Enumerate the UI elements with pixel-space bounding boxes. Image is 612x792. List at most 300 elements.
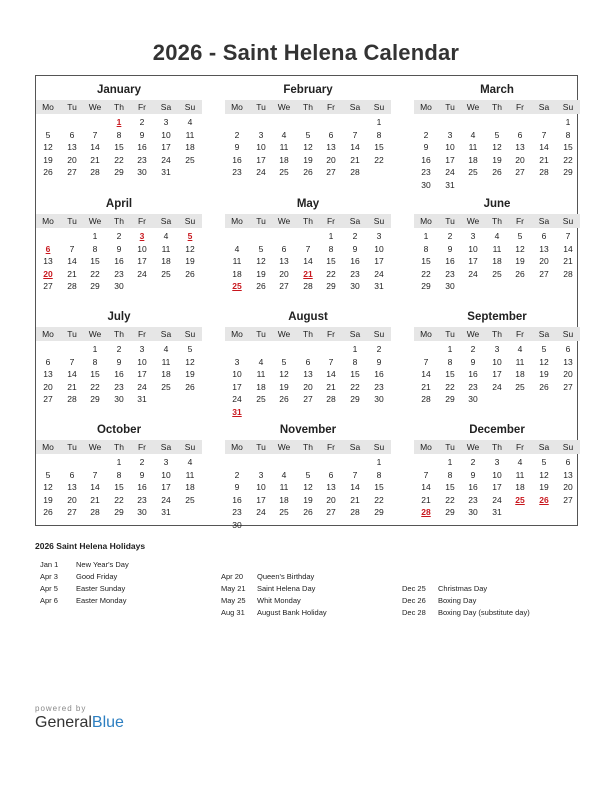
calendar-day: 7: [305, 243, 311, 254]
weekday-label: We: [277, 102, 291, 112]
calendar-day: 23: [468, 381, 478, 392]
calendar-day: 27: [563, 494, 573, 505]
weekday-header: [225, 214, 391, 228]
calendar-day: 28: [563, 268, 573, 279]
holiday-name: August Bank Holiday: [257, 608, 327, 617]
calendar-day: 21: [350, 494, 360, 505]
holiday-date: 28: [421, 507, 431, 517]
calendar-day: 2: [139, 457, 145, 467]
month-october: [36, 416, 202, 526]
calendar-day: 9: [139, 469, 145, 480]
calendar-day: 10: [374, 243, 384, 254]
calendar-day: 26: [279, 394, 289, 404]
holiday-date-label: Dec 25: [402, 584, 426, 593]
calendar-day: 8: [352, 356, 358, 367]
holiday-name: Saint Helena Day: [257, 584, 316, 593]
weekday-label: We: [466, 329, 480, 339]
calendar-day: 15: [114, 482, 124, 492]
weekday-label: Su: [373, 216, 385, 226]
calendar-day: 30: [374, 394, 384, 404]
month-name: February: [283, 84, 333, 96]
calendar-day: 8: [92, 243, 98, 254]
weekday-label: Th: [303, 216, 313, 226]
weekday-label: Tu: [256, 216, 266, 226]
month-name: June: [483, 198, 511, 210]
weekday-header: [414, 327, 580, 341]
calendar-day: 6: [305, 356, 311, 367]
calendar-day: 21: [421, 494, 431, 505]
weekday-label: Sa: [160, 329, 172, 339]
calendar-day: 18: [161, 256, 171, 266]
calendar-day: 8: [423, 243, 429, 254]
calendar-day: 17: [161, 142, 171, 152]
calendar-day: 10: [492, 356, 502, 367]
calendar-day: 26: [43, 167, 53, 177]
calendar-day: 18: [279, 154, 289, 165]
calendar-day: 15: [421, 256, 431, 266]
calendar-day: 29: [563, 167, 573, 177]
calendar-day: 8: [92, 356, 98, 367]
calendar-day: 4: [470, 129, 476, 140]
calendar-day: 25: [279, 507, 289, 517]
calendar-day: 6: [328, 469, 334, 480]
calendar-day: 9: [352, 243, 358, 254]
calendar-day: 10: [256, 482, 266, 492]
calendar-day: 11: [468, 142, 478, 152]
calendar-day: 14: [67, 256, 77, 266]
calendar-day: 19: [539, 369, 549, 379]
calendar-day: 21: [350, 154, 360, 165]
calendar-day: 8: [328, 243, 334, 254]
weekday-header: [414, 440, 580, 454]
weekday-label: Sa: [538, 102, 550, 112]
weekday-label: We: [88, 216, 102, 226]
calendar-day: 7: [92, 129, 98, 140]
calendar-day: 17: [492, 482, 502, 492]
holiday-name: Whit Monday: [257, 596, 301, 605]
weekday-label: Mo: [420, 102, 432, 112]
weekday-label: Mo: [420, 216, 432, 226]
weekday-label: We: [466, 102, 480, 112]
calendar-day: 7: [565, 231, 571, 241]
calendar-day: 14: [90, 142, 100, 152]
calendar-day: 22: [563, 154, 573, 165]
weekday-header: [414, 100, 580, 114]
calendar-day: 29: [421, 281, 431, 291]
calendar-day: 28: [539, 167, 549, 177]
calendar-day: 2: [116, 344, 122, 354]
calendar-day: 11: [515, 356, 525, 367]
weekday-label: Tu: [445, 329, 455, 339]
weekday-label: Tu: [67, 442, 77, 452]
weekday-label: Mo: [231, 329, 243, 339]
calendar-day: 20: [515, 154, 525, 165]
calendar-day: 2: [376, 344, 382, 354]
weekday-label: Fr: [326, 102, 336, 112]
calendar-day: 15: [90, 369, 100, 379]
calendar-day: 20: [539, 256, 549, 266]
calendar-day: 27: [67, 167, 77, 177]
calendar-day: 27: [279, 281, 289, 291]
calendar-day: 16: [137, 142, 147, 152]
calendar-day: 18: [515, 369, 525, 379]
holiday-name: Easter Sunday: [76, 584, 126, 593]
calendar-day: 1: [376, 457, 382, 467]
calendar-day: 3: [447, 129, 453, 140]
calendar-day: 17: [445, 154, 455, 165]
weekday-label: Tu: [67, 329, 77, 339]
calendar-day: 26: [539, 381, 549, 392]
holiday-date-label: Dec 26: [402, 596, 426, 605]
calendar-day: 3: [470, 231, 476, 241]
holiday-date-label: Apr 6: [40, 596, 58, 605]
calendar-day: 5: [258, 243, 264, 254]
calendar-day: 31: [161, 507, 171, 517]
calendar-day: 3: [258, 129, 264, 140]
calendar-day: 9: [234, 142, 240, 152]
calendar-day: 4: [187, 117, 193, 127]
calendar-day: 25: [185, 494, 195, 505]
calendar-day: 11: [515, 469, 525, 480]
calendar-day: 5: [494, 129, 500, 140]
calendar-day: 25: [161, 381, 171, 392]
calendar-day: 26: [303, 167, 313, 177]
calendar-day: 21: [67, 268, 77, 279]
calendar-day: 27: [515, 167, 525, 177]
month-november: [225, 416, 391, 530]
weekday-label: Mo: [42, 329, 54, 339]
calendar-day: 12: [515, 243, 525, 254]
holiday-date-label: Dec 28: [402, 608, 426, 617]
calendar-day: 14: [303, 256, 313, 266]
month-february: [225, 76, 391, 186]
month-name: October: [96, 424, 142, 436]
calendar-day: 28: [326, 394, 336, 404]
calendar-day: 23: [114, 381, 124, 392]
weekday-label: We: [88, 442, 102, 452]
month-september: [414, 303, 580, 413]
weekday-label: Fr: [137, 442, 147, 452]
calendar-day: 13: [326, 482, 336, 492]
calendar-day: 14: [90, 482, 100, 492]
weekday-label: Tu: [445, 216, 455, 226]
month-april: [36, 190, 202, 300]
calendar-day: 17: [468, 256, 478, 266]
calendar-day: 14: [421, 482, 431, 492]
calendar-day: 14: [563, 243, 573, 254]
calendar-day: 3: [163, 117, 169, 127]
calendar-day: 4: [281, 129, 287, 140]
calendar-day: 6: [565, 457, 571, 467]
calendar-day: 2: [447, 231, 453, 241]
calendar-day: 5: [305, 469, 311, 480]
holiday-date-label: Apr 20: [221, 572, 244, 581]
calendar-day: 7: [352, 469, 358, 480]
calendar-day: 6: [69, 129, 75, 140]
calendar-day: 18: [468, 154, 478, 165]
calendar-day: 27: [326, 507, 336, 517]
holiday-name: Easter Monday: [76, 596, 127, 605]
weekday-label: We: [466, 442, 480, 452]
calendar-day: 15: [90, 256, 100, 266]
calendar-day: 31: [161, 167, 171, 177]
weekday-label: Su: [373, 102, 385, 112]
calendar-day: 18: [185, 142, 195, 152]
weekday-label: Fr: [326, 442, 336, 452]
weekday-header: [225, 440, 391, 454]
calendar-day: 19: [539, 482, 549, 492]
calendar-day: 2: [470, 457, 476, 467]
calendar-day: 23: [421, 167, 431, 177]
calendar-day: 24: [161, 154, 171, 165]
calendar-day: 8: [565, 129, 571, 140]
calendar-day: 15: [374, 142, 384, 152]
calendar-day: 4: [234, 243, 240, 254]
calendar-day: 13: [43, 369, 53, 379]
calendar-day: 23: [232, 507, 242, 517]
calendar-day: 22: [350, 381, 360, 392]
calendar-day: 18: [515, 482, 525, 492]
month-name: April: [105, 198, 133, 210]
calendar-day: 16: [445, 256, 455, 266]
calendar-day: 9: [470, 356, 476, 367]
calendar-day: 1: [352, 344, 358, 354]
calendar-day: 11: [161, 243, 171, 254]
holiday-name: Queen's Birthday: [257, 572, 315, 581]
calendar-day: 22: [445, 494, 455, 505]
calendar-day: 3: [163, 457, 169, 467]
calendar-day: 22: [90, 381, 100, 392]
weekday-label: Mo: [420, 442, 432, 452]
calendar-day: 2: [234, 469, 240, 480]
weekday-label: Th: [492, 442, 502, 452]
calendar-day: 2: [352, 231, 358, 241]
holiday-date: 6: [45, 243, 51, 254]
weekday-label: Sa: [349, 329, 361, 339]
holiday-name: Boxing Day (substitute day): [438, 608, 530, 617]
calendar-day: 24: [374, 268, 384, 279]
weekday-label: Mo: [231, 102, 243, 112]
weekday-label: Su: [184, 329, 196, 339]
calendar-day: 23: [445, 268, 455, 279]
weekday-label: Sa: [160, 216, 172, 226]
holiday-date-label: Apr 3: [40, 572, 58, 581]
calendar-day: 28: [421, 394, 431, 404]
calendar-day: 24: [232, 394, 242, 404]
calendar-day: 9: [116, 356, 122, 367]
calendar-day: 30: [232, 519, 242, 530]
calendar-day: 10: [137, 356, 147, 367]
calendar-day: 8: [447, 356, 453, 367]
holiday-date: 20: [43, 268, 53, 279]
calendar-day: 26: [515, 268, 525, 279]
calendar-day: 11: [185, 469, 195, 480]
weekday-label: Th: [114, 216, 124, 226]
calendar-day: 7: [92, 469, 98, 480]
weekday-label: Tu: [445, 102, 455, 112]
weekday-label: We: [277, 329, 291, 339]
calendar-day: 20: [67, 494, 77, 505]
calendar-day: 5: [45, 129, 51, 140]
weekday-label: Th: [303, 329, 313, 339]
weekday-label: Sa: [349, 102, 361, 112]
calendar-day: 5: [305, 129, 311, 140]
calendar-day: 4: [163, 231, 169, 241]
brand-name: [35, 714, 124, 732]
calendar-day: 19: [185, 369, 195, 379]
calendar-day: 15: [114, 142, 124, 152]
calendar-day: 26: [492, 167, 502, 177]
calendar-day: 24: [137, 381, 147, 392]
weekday-label: Mo: [42, 216, 54, 226]
holiday-date-label: May 25: [221, 596, 246, 605]
weekday-header: [36, 440, 202, 454]
calendar-day: 28: [67, 394, 77, 404]
calendar-day: 29: [114, 507, 124, 517]
month-name: August: [288, 311, 328, 323]
weekday-label: Su: [562, 442, 574, 452]
calendar-day: 7: [423, 356, 429, 367]
weekday-label: Fr: [137, 102, 147, 112]
weekday-label: Fr: [326, 216, 336, 226]
holiday-name: Boxing Day: [438, 596, 477, 605]
calendar-day: 19: [279, 381, 289, 392]
calendar-day: 6: [565, 344, 571, 354]
holiday-date: 25: [232, 281, 242, 291]
weekday-label: Sa: [349, 216, 361, 226]
month-june: [414, 190, 580, 300]
weekday-label: Sa: [538, 329, 550, 339]
holiday-date: 1: [116, 117, 122, 127]
calendar-day: 21: [90, 494, 100, 505]
weekday-label: Th: [303, 102, 313, 112]
calendar-day: 19: [303, 494, 313, 505]
weekday-label: Th: [114, 442, 124, 452]
calendar-day: 26: [256, 281, 266, 291]
calendar-day: 13: [563, 469, 573, 480]
calendar-day: 13: [563, 356, 573, 367]
weekday-label: Fr: [326, 329, 336, 339]
calendar-day: 29: [114, 167, 124, 177]
calendar-day: 11: [492, 243, 502, 254]
calendar-day: 28: [90, 507, 100, 517]
calendar-day: 24: [161, 494, 171, 505]
calendar-day: 2: [423, 129, 429, 140]
calendar-day: 9: [376, 356, 382, 367]
calendar-day: 3: [376, 231, 382, 241]
month-august: [225, 303, 391, 417]
calendar-day: 27: [43, 281, 53, 291]
holiday-date-label: May 21: [221, 584, 246, 593]
calendar-day: 29: [350, 394, 360, 404]
calendar-day: 12: [539, 356, 549, 367]
weekday-label: Fr: [515, 442, 525, 452]
calendar-day: 13: [67, 142, 77, 152]
calendar-day: 24: [492, 494, 502, 505]
calendar-day: 3: [494, 457, 500, 467]
calendar-day: 12: [43, 482, 53, 492]
calendar-day: 7: [541, 129, 547, 140]
weekday-label: Su: [184, 102, 196, 112]
calendar-day: 28: [350, 507, 360, 517]
calendar-day: 24: [256, 167, 266, 177]
weekday-header: [36, 100, 202, 114]
calendar-day: 30: [350, 281, 360, 291]
calendar-day: 16: [114, 369, 124, 379]
holiday-date-label: Jan 1: [40, 560, 59, 569]
calendar-day: 17: [256, 154, 266, 165]
calendar-day: 18: [185, 482, 195, 492]
page-title: 2026 - Saint Helena Calendar: [152, 40, 460, 65]
calendar-day: 7: [69, 243, 75, 254]
calendar-day: 5: [541, 457, 547, 467]
calendar-day: 8: [376, 469, 382, 480]
brand-name-part2: Blue: [91, 714, 124, 731]
calendar-day: 27: [67, 507, 77, 517]
calendar-day: 4: [163, 344, 169, 354]
calendar-day: 16: [232, 494, 242, 505]
weekday-label: Fr: [137, 329, 147, 339]
weekday-label: Tu: [67, 216, 77, 226]
calendar-day: 22: [445, 381, 455, 392]
weekday-label: Mo: [42, 102, 54, 112]
calendar-day: 15: [374, 482, 384, 492]
calendar-day: 12: [185, 243, 195, 254]
weekday-label: Th: [303, 442, 313, 452]
calendar-day: 12: [303, 482, 313, 492]
holiday-name: Christmas Day: [438, 584, 488, 593]
calendar-day: 6: [517, 129, 523, 140]
calendar-day: 19: [515, 256, 525, 266]
weekday-label: Th: [114, 329, 124, 339]
calendar-day: 5: [281, 356, 287, 367]
calendar-day: 24: [468, 268, 478, 279]
calendar-day: 6: [69, 469, 75, 480]
holiday-date: 3: [139, 231, 145, 241]
calendar-day: 7: [69, 356, 75, 367]
weekday-header: [414, 214, 580, 228]
calendar-day: 28: [90, 167, 100, 177]
calendar-day: 28: [303, 281, 313, 291]
calendar-day: 20: [43, 381, 53, 392]
calendar-day: 26: [303, 507, 313, 517]
calendar-day: 20: [67, 154, 77, 165]
calendar-day: 29: [445, 394, 455, 404]
calendar-day: 10: [492, 469, 502, 480]
weekday-label: Sa: [538, 442, 550, 452]
calendar-day: 10: [232, 369, 242, 379]
calendar-day: 12: [303, 142, 313, 152]
holiday-date: 31: [232, 406, 242, 417]
weekday-label: Fr: [515, 102, 525, 112]
calendar-day: 9: [423, 142, 429, 152]
weekday-label: Tu: [256, 329, 266, 339]
calendar-day: 21: [90, 154, 100, 165]
calendar-day: 29: [326, 281, 336, 291]
calendar-day: 22: [374, 154, 384, 165]
calendar-day: 19: [256, 268, 266, 279]
calendar-day: 31: [374, 281, 384, 291]
calendar-day: 5: [541, 344, 547, 354]
calendar-day: 18: [256, 381, 266, 392]
holidays-title: 2026 Saint Helena Holidays: [35, 541, 146, 551]
month-name: May: [296, 198, 320, 210]
weekday-label: We: [277, 216, 291, 226]
calendar-day: 16: [350, 256, 360, 266]
calendar-day: 26: [185, 268, 195, 279]
calendar-day: 23: [350, 268, 360, 279]
calendar-day: 18: [279, 494, 289, 505]
